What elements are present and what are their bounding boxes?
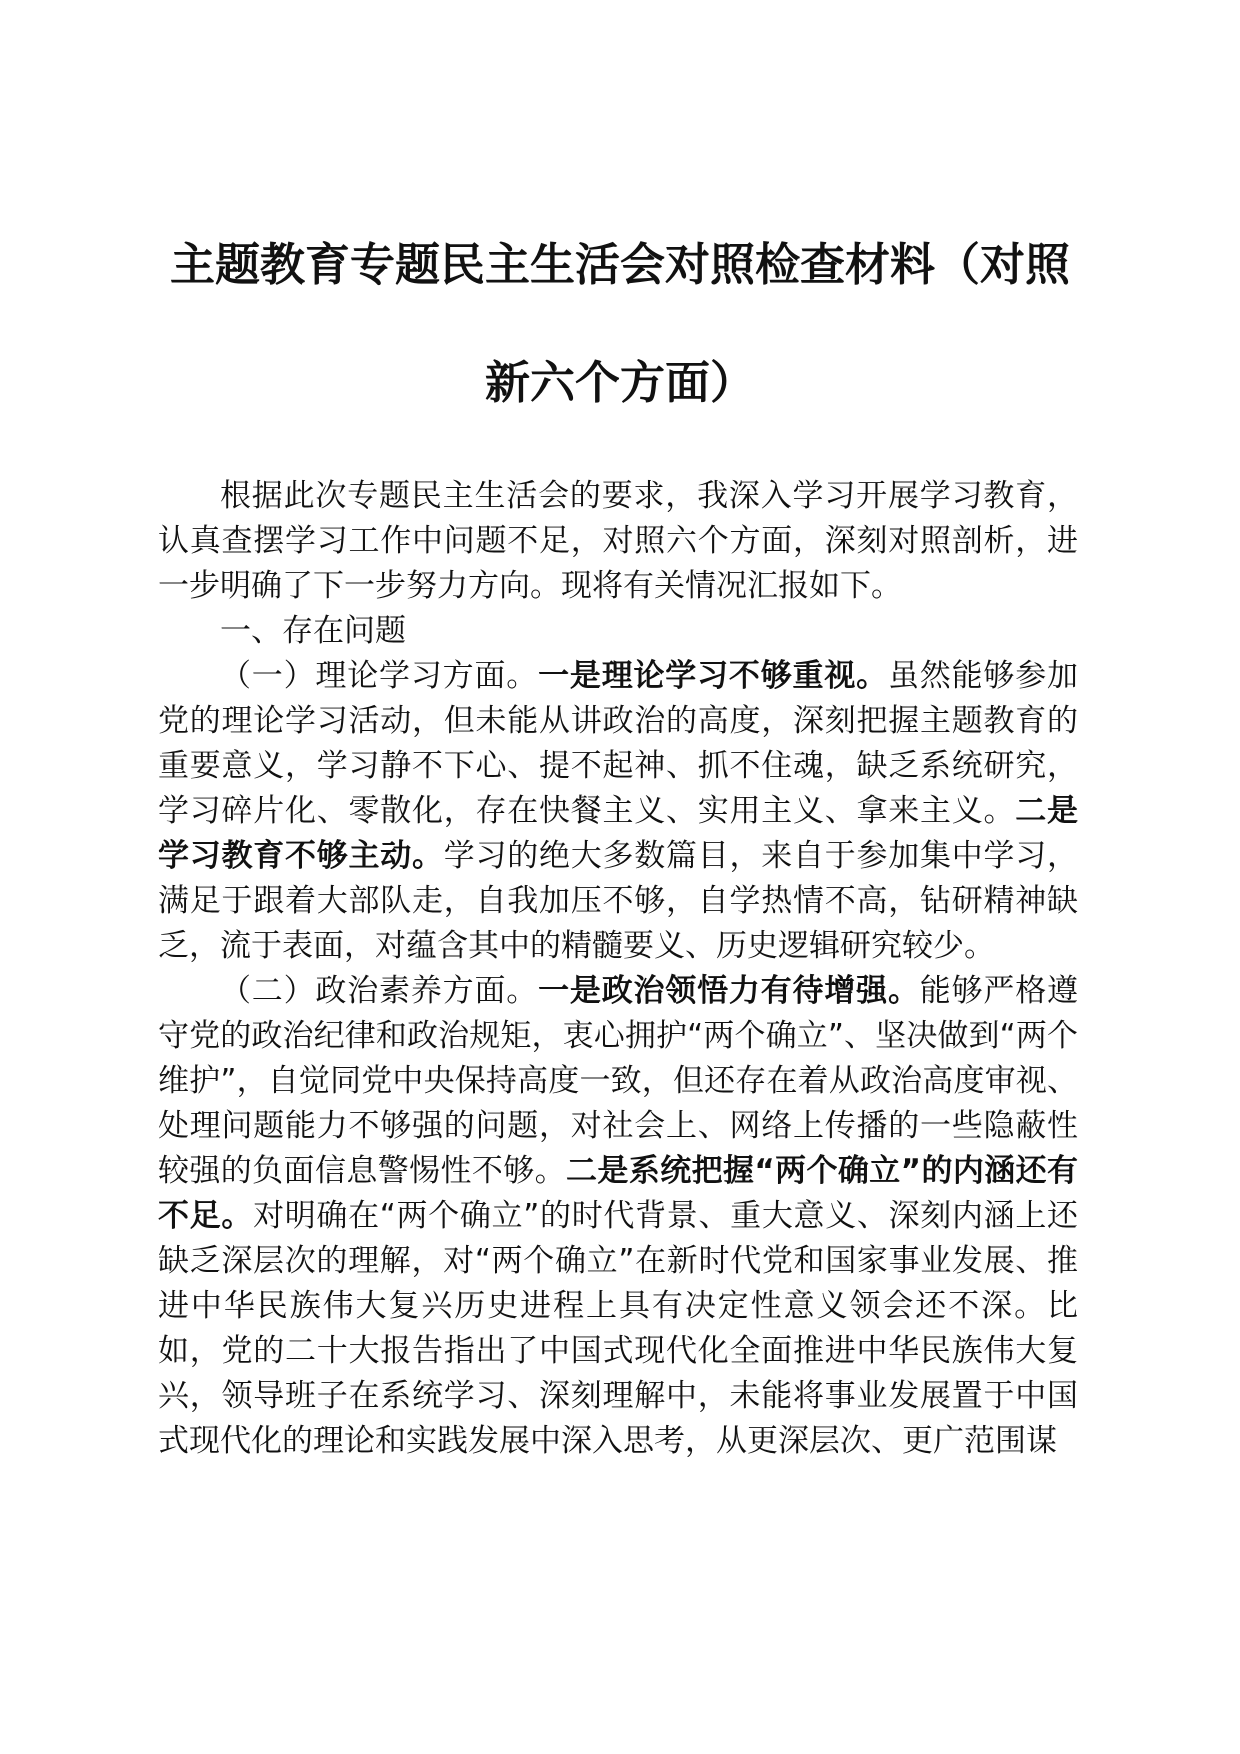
- subsection-heading: （二）政治素养方面。: [220, 973, 539, 1009]
- bold-point-1: 一是政治领悟力有待增强。: [538, 973, 920, 1009]
- document-title-line-2: 新六个方面）: [484, 356, 755, 409]
- document-title-line-1: 主题教育专题民主生活会对照检查材料（对照: [169, 238, 1070, 291]
- bold-point-2: 二是系统把握“两个确立”的内涵还有不足。: [158, 1153, 1079, 1234]
- paragraph-text: 虽然能够参加党的理论学习活动，但未能从讲政治的高度，深刻把握主题教育的重要意义，学习静不下心、提不起神、抓不住魂，缺乏系统研究，学习碎片化、零散化，存在快餐主义、实用主义、拿来主义。: [158, 658, 1079, 829]
- paragraph-text: 能够严格遵守党的政治纪律和政治规矩，衷心拥护“两个确立”、坚决做到“两个维护”，自觉同党中央保持高度一致，但还存在着从政治高度审视、处理问题能力不够强的问题，对社会上、网络上传播的一些隐蔽性较强的负面信息警惕性不够。: [158, 973, 1079, 1189]
- paragraph-political-literacy: [158, 969, 1078, 1464]
- document-body: [158, 474, 1078, 1464]
- section-heading: 一、存在问题: [220, 613, 406, 649]
- paragraph-text: 学习的绝大多数篇目，来自于参加集中学习，满足于跟着大部队走，自我加压不够，自学热情不高，钻研精神缺乏，流于表面，对蕴含其中的精髓要义、历史逻辑研究较少。: [158, 838, 1078, 964]
- bold-point-1: 一是理论学习不够重视。: [538, 658, 888, 694]
- intro-paragraph: 根据此次专题民主生活会的要求，我深入学习开展学习教育，认真查摆学习工作中问题不足，对照六个方面，深刻对照剖析，进一步明确了下一步努力方向。现将有关情况汇报如下。: [158, 478, 1078, 604]
- paragraph-text: 对明确在“两个确立”的时代背景、重大意义、深刻内涵上还缺乏深层次的理解，对“两个确立”在新时代党和国家事业发展、推进中华民族伟大复兴历史进程上具有决定性意义领会还不深。比如，党的二十大报告指出了中国式现代化全面推进中华民族伟大复兴，领导班子在系统学习、深刻理解中，未能将事业发展置于中国式现代化的理论和实践发展中深入思考，从更深层次、更广范围谋: [158, 1198, 1078, 1459]
- subsection-heading: （一）理论学习方面。: [220, 658, 539, 694]
- bold-point-2: 二是学习教育不够主动。: [158, 793, 1078, 874]
- paragraph-theory-study: [158, 654, 1078, 969]
